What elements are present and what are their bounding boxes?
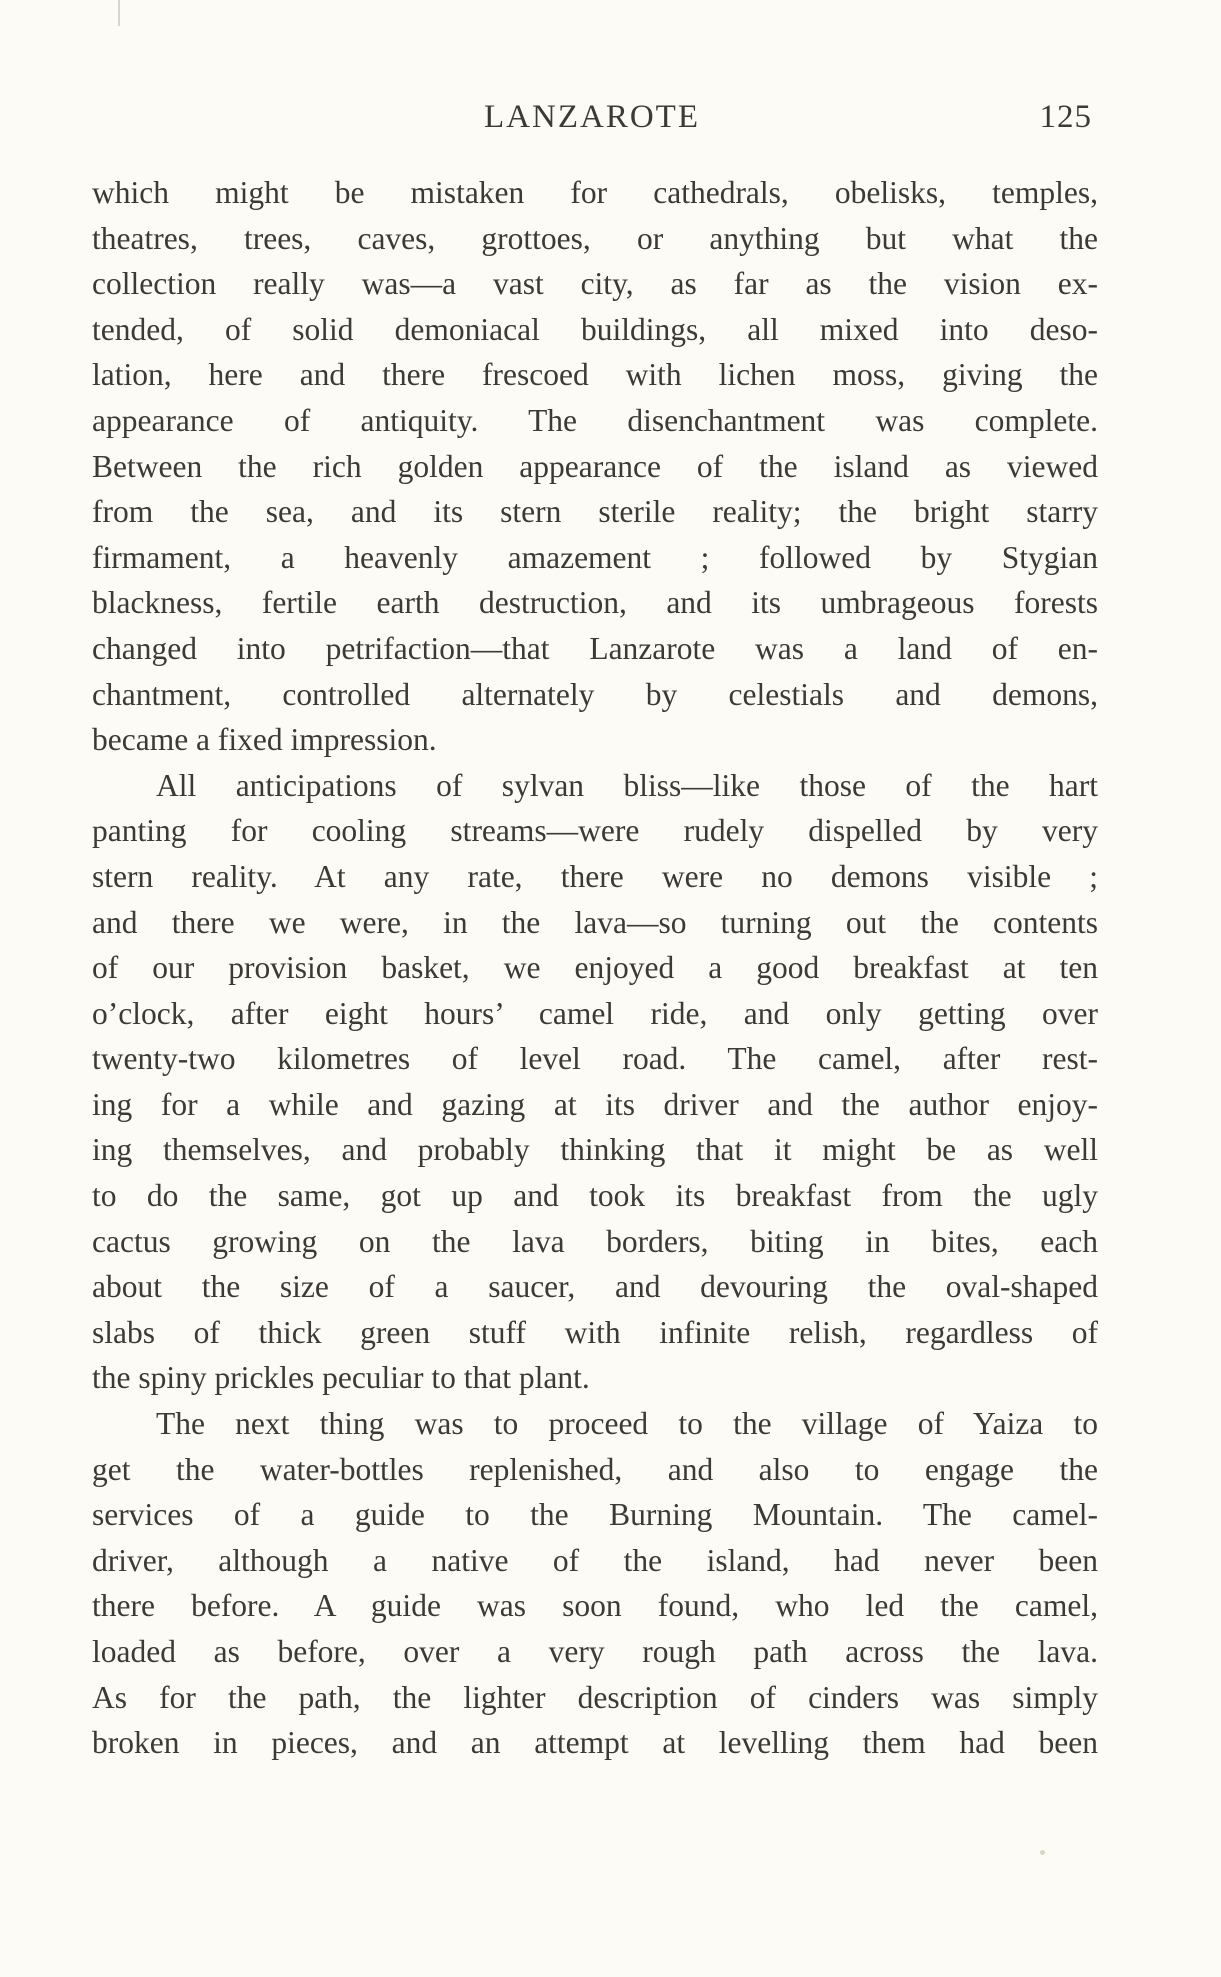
text-line: broken in pieces, and an attempt at levelling them had been [92, 1725, 1098, 1761]
running-head-title: LANZAROTE [484, 99, 700, 135]
text-line: stern reality. At any rate, there were no demons visible ; [92, 858, 1098, 894]
text-line: Between the rich golden appearance of the island as viewed [92, 448, 1098, 484]
page-number: 125 [1039, 99, 1092, 135]
text-line: theatres, trees, caves, grottoes, or anything but what the [92, 220, 1098, 256]
text-line: twenty-two kilometres of level road. The camel, after rest- [92, 1041, 1098, 1077]
text-line: loaded as before, over a very rough path across the lava. [92, 1634, 1098, 1669]
text-line: o’clock, after eight hours’ camel ride, and only getting over [92, 995, 1098, 1031]
text-line: changed into petrifaction—that Lanzarote was a land of en- [92, 630, 1098, 666]
text-line: services of a guide to the Burning Mountain. The camel- [92, 1497, 1098, 1533]
text-line: tended, of solid demoniacal buildings, all mixed into deso- [92, 311, 1098, 347]
text-line: All anticipations of sylvan bliss—like those of the hart [156, 767, 1098, 803]
text-line: blackness, fertile earth destruction, and its umbrageous forests [92, 585, 1098, 621]
text-line: driver, although a native of the island, had never been [92, 1542, 1098, 1578]
text-line: cactus growing on the lava borders, biting in bites, each [92, 1223, 1098, 1259]
text-line: ing for a while and gazing at its driver and the author enjoy- [92, 1086, 1098, 1122]
text-line: and there we were, in the lava—so turning out the contents [92, 904, 1098, 940]
text-line: get the water-bottles replenished, and also to engage the [92, 1451, 1098, 1487]
text-line: of our provision basket, we enjoyed a good breakfast at ten [92, 950, 1098, 986]
text-line: lation, here and there frescoed with lichen moss, giving the [92, 357, 1098, 393]
text-line: to do the same, got up and took its breakfast from the ugly [92, 1178, 1098, 1214]
text-line: slabs of thick green stuff with infinite relish, regardless of [92, 1314, 1098, 1350]
text-line: about the size of a saucer, and devouring the oval-shaped [92, 1269, 1098, 1305]
text-line: the spiny prickles peculiar to that plant. [92, 1360, 590, 1396]
text-line: there before. A guide was soon found, who led the camel, [92, 1588, 1098, 1624]
text-line: firmament, a heavenly amazement ; followed by Stygian [92, 539, 1098, 575]
text-line: chantment, controlled alternately by celestials and demons, [92, 676, 1098, 712]
text-line: which might be mistaken for cathedrals, obelisks, temples, [92, 175, 1098, 210]
text-line: from the sea, and its stern sterile reality; the bright starry [92, 494, 1098, 530]
text-line: ing themselves, and probably thinking that it might be as well [92, 1132, 1098, 1168]
text-line: The next thing was to proceed to the village of Yaiza to [156, 1406, 1098, 1442]
text-line: appearance of antiquity. The disenchantment was complete. [92, 402, 1098, 438]
text-line: panting for cooling streams—were rudely dispelled by very [92, 813, 1098, 849]
text-line: collection really was—a vast city, as far as the vision ex- [92, 266, 1098, 302]
body-text [92, 170, 1098, 1766]
page-mark [118, 0, 120, 26]
text-line: As for the path, the lighter description of cinders was simply [92, 1679, 1098, 1715]
running-head [92, 92, 1092, 142]
text-line: became a fixed impression. [92, 722, 437, 758]
paper-speck [1040, 1850, 1045, 1855]
